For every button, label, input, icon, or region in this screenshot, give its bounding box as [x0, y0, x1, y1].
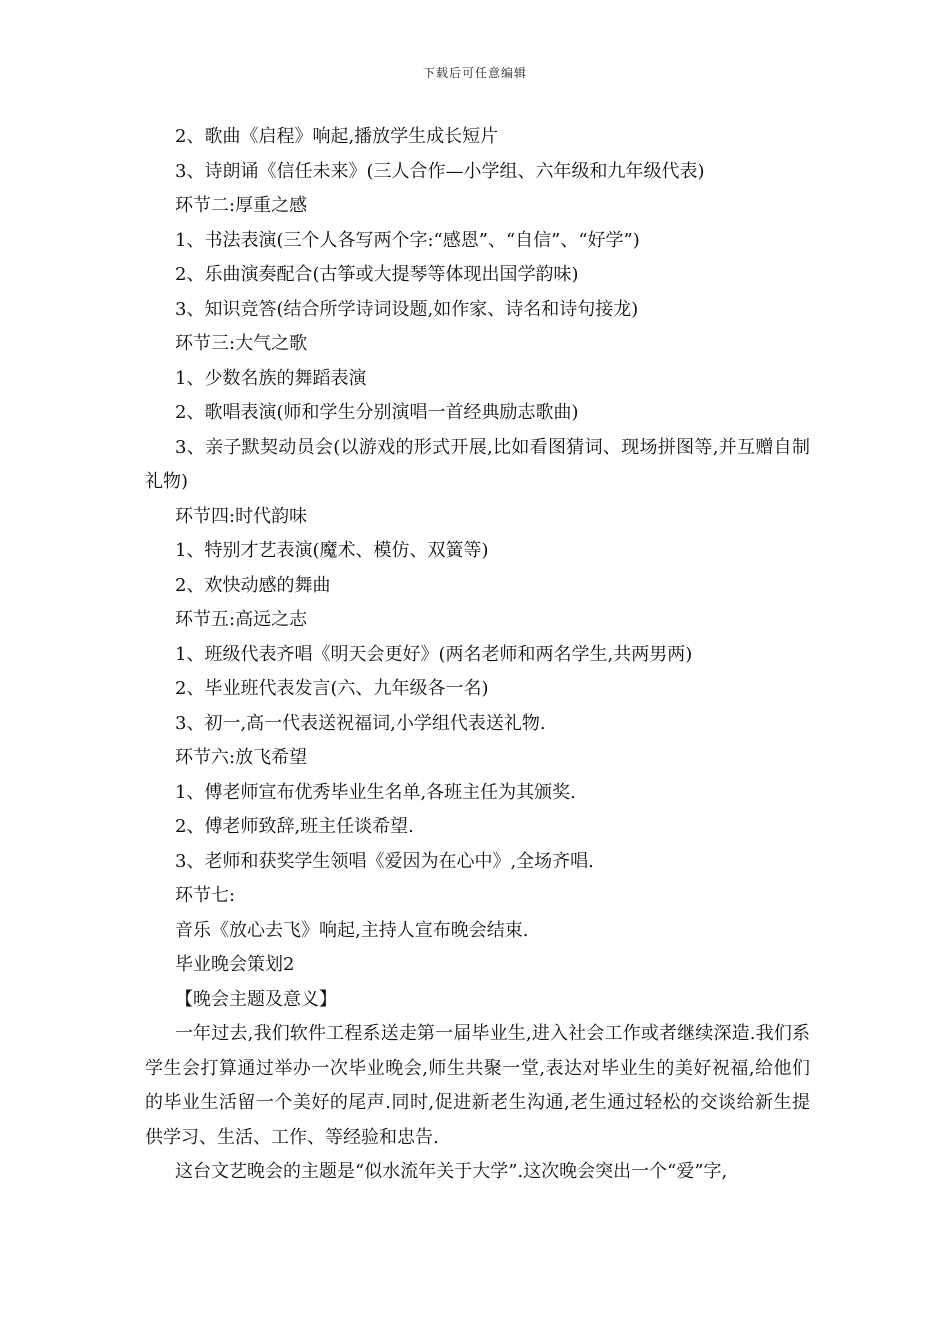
paragraph: 这台文艺晚会的主题是“似水流年关于大学”.这次晚会突出一个“爱”字, — [175, 1161, 728, 1182]
section-heading: 环节六:放飞希望 — [175, 747, 308, 768]
text-line: 3、老师和获奖学生领唱《爱因为在心中》,全场齐唱. — [175, 850, 594, 872]
text-line: 1、班级代表齐唱《明天会更好》(两名老师和两名学生,共两男两) — [175, 643, 693, 665]
text-line: 2、欢快动感的舞曲 — [175, 574, 331, 596]
text-line: 2、歌唱表演(师和学生分别演唱一首经典励志歌曲) — [175, 402, 579, 423]
text-line: 2、傅老师致辞,班主任谈希望. — [175, 816, 414, 837]
paragraph: 3、亲子默契动员会(以游戏的形式开展,比如看图猜词、现场拼图等,并互赠自制礼物) — [145, 436, 810, 492]
section-heading: 环节四:时代韵味 — [175, 505, 308, 527]
text-line: 2、乐曲演奏配合(古筝或大提琴等体现出国学韵味) — [175, 264, 579, 285]
section-heading: 环节五:高远之志 — [175, 609, 308, 630]
text-line: 2、歌曲《启程》响起,播放学生成长短片 — [175, 126, 499, 147]
text-line: 3、知识竞答(结合所学诗词设题,如作家、诗名和诗句接龙) — [175, 298, 639, 320]
text-line: 音乐《放心去飞》响起,主持人宣布晚会结束. — [175, 919, 529, 941]
section-heading: 环节二:厚重之感 — [175, 195, 308, 216]
section-heading: 环节三:大气之歌 — [175, 333, 308, 354]
text-line: 1、特别才艺表演(魔术、模仿、双簧等) — [175, 540, 489, 561]
text-line: 3、初一,高一代表送祝福词,小学组代表送礼物. — [175, 712, 546, 734]
text-line: 2、毕业班代表发言(六、九年级各一名) — [175, 678, 489, 699]
text-line: 1、傅老师宣布优秀毕业生名单,各班主任为其颁奖. — [175, 781, 576, 803]
text-line: 1、少数名族的舞蹈表演 — [175, 367, 367, 389]
text-line: 3、诗朗诵《信任未来》(三人合作—小学组、六年级和九年级代表) — [175, 160, 705, 182]
section-heading: 【晚会主题及意义】 — [175, 988, 337, 1010]
section-heading: 环节七: — [175, 885, 236, 906]
paragraph: 一年过去,我们软件工程系送走第一届毕业生,进入社会工作或者继续深造.我们系学生会打算通过举办一次毕业晚会,师生共聚一堂,表达对毕业生的美好祝福,给他们的毕业生活留一个美好的尾声.同时,促进新老生沟通,老生通过轻松的交谈给新生提供学习、生活、工作、等经验和忠告. — [145, 1023, 810, 1148]
document-body — [145, 120, 810, 1190]
page-header: 下载后可任意编辑 — [422, 66, 527, 80]
document-subtitle: 毕业晚会策划2 — [175, 954, 295, 975]
text-line: 1、书法表演(三个人各写两个字:“感恩”、“自信”、“好学”) — [175, 229, 640, 251]
